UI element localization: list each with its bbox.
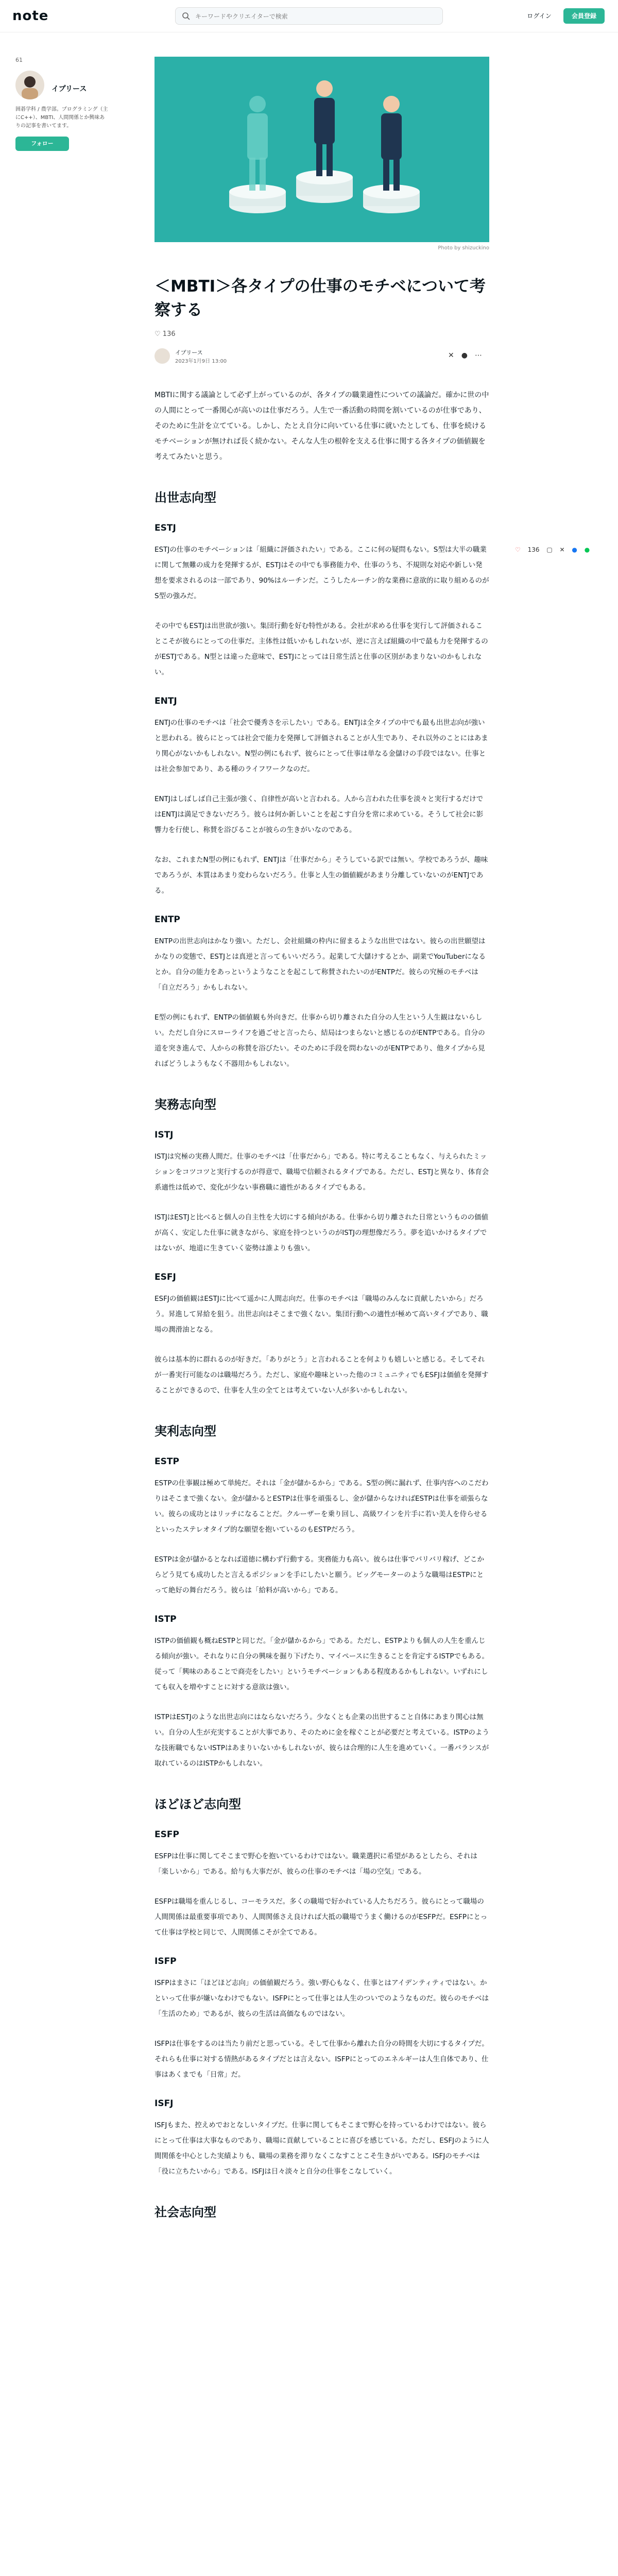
- follow-label: フォロー: [31, 140, 54, 147]
- author-sidebar: [15, 57, 108, 151]
- article-meta: [154, 346, 489, 367]
- body-paragraph: ISTPの価値観も概ねESTPと同じだ。「金が儲かるから」である。ただし、ESTPよりも個人の人生を重んじる傾向が強い。それなりに自分の興味を掘り下げたり、マイペースに生きることを肯定するISTPでもある。従って「興味のあることで商売をしたい」というモチベーションもある程度あるかもしれない。いずれにしても収入を増やすことに対する意欲は強い。: [154, 1637, 489, 1691]
- body-paragraph: E型の例にもれず、ENTPの価値観も外向きだ。仕事から切り離された自分の人生という人生観はないらしい。ただし自分にスローライフを過ごせと言ったら、結局はつまらないと感じるのがENTPである。自分の道を突き進んで、人からの称賛を浴びたい。そのために手段を問わないのがENTPであり、他タイプから見ればどうしようもなく不器用かもしれない。: [154, 1013, 485, 1068]
- section-heading: 実利志向型: [154, 1424, 216, 1438]
- signup-button[interactable]: 会員登録: [563, 8, 605, 24]
- body-paragraph: ESTJの仕事のモチベーションは「組織に評価されたい」である。ここに何の疑問もない。S型は大半の職業に関して無難の成力を発揮するが、ESTJはその中でも事務能力や、仕事のうち、不規則な対応や新しい発想を要求されるのは一部であり、90%はルーチンだ。こうしたルーチン的な業務に意欲的に取り組めるのがS型の強みだ。: [154, 546, 489, 600]
- section-heading: ほどほど志向型: [154, 1797, 241, 1811]
- type-heading: ISTP: [154, 1614, 177, 1624]
- follow-button[interactable]: [15, 137, 69, 151]
- author-description: 囲碁学科 / 農学部。プログラミング（主にC++）、MBTI、人間関係とか興味ありの記事を書いてます。: [15, 107, 108, 129]
- top-header: [0, 0, 618, 32]
- section-heading: 出世志向型: [154, 490, 216, 505]
- heart-icon[interactable]: ♡: [515, 546, 521, 553]
- facebook-icon[interactable]: ●: [461, 351, 475, 360]
- facebook-icon[interactable]: ●: [572, 546, 577, 553]
- body-paragraph: ISFPはまさに「ほどほど志向」の価値観だろう。強い野心もなく、仕事とはアイデンティティではない。かといって仕事が嫌いなわけでもない。ISFPにとって仕事とは人生のついでのようなものだ。彼らのモチベは「生活のため」であるが、彼らの生活は高価なものではない。: [154, 1979, 489, 2018]
- line-icon[interactable]: ●: [584, 546, 590, 553]
- avatar-illustration-icon: [15, 71, 44, 99]
- heart-icon[interactable]: ♡: [154, 330, 161, 338]
- body-paragraph: ISFJもまた、控えめでおとなしいタイプだ。仕事に関してもそこまで野心を持っているわけではない。彼らにとって仕事は大事なものであり、職場に貢献していることに喜びを感じている。ただし、ESFJのように人間関係を中心とした実績よりも、職場の業務を滞りなくこなすことこそ生きがいである。ISFJのモチベは「役に立ちたいから」である。ISFJは日々淡々と自分の仕事をこなしていく。: [154, 2121, 489, 2176]
- meta-author-name[interactable]: イプリース: [175, 349, 203, 356]
- type-heading: ENTP: [154, 914, 180, 925]
- body-paragraph: ISTPはESTJのような出世志向にはならないだろう。少なくとも企業の出世すること自体にあまり関心は無い。自分の人生が充実することが大事であり、そのために金を稼ぐことが必要だと考えている。ISTPのような技術職でもないISTPはあまりいないかもしれないが、彼らは合理的に人生を進めていく。一番バランスが取れているのはISTPかもしれない。: [154, 1713, 489, 1768]
- author-name[interactable]: イプリース: [52, 85, 87, 93]
- type-heading: ENTJ: [154, 696, 177, 706]
- article-count: 61: [15, 57, 23, 63]
- x-icon[interactable]: ✕: [448, 351, 461, 360]
- type-heading: ESTP: [154, 1456, 179, 1467]
- search-input[interactable]: [194, 11, 438, 22]
- type-heading: ISFJ: [154, 2098, 174, 2109]
- body-paragraph: ISTJはESTJと比べると個人の自主性を大切にする傾向がある。仕事から切り離された日常というものの価値が高く、安定した仕事に就きながら、家庭を持つというのがISTJの理想像だろう。夢を追いかけるタイプではないが、地道に生きていく姿勢は誰よりも強い。: [154, 1213, 489, 1252]
- type-heading: ESTJ: [154, 523, 176, 533]
- body-paragraph: ENTJはしばしば自己主張が強く、自律性が高いと言われる。人から言われた仕事を淡々と実行するだけではENTJは満足できないだろう。彼らは何か新しいことを起こす自分を常に求めている。そうして社会に影響力を行使し、称賛を浴びることが彼らの生きがいなのである。: [154, 795, 484, 834]
- section-heading: 社会志向型: [154, 2205, 216, 2219]
- body-paragraph: ESFPは職場を重んじるし、コーモラスだ。多くの職場で好かれている人たちだろう。彼らにとって職場の人間関係は最重要事項であり、人間関係さえ良ければ大抵の職場でうまく働けるのがESFPだ。ESFPにとって仕事は学校と同じで、人間関係こそが全てである。: [154, 1897, 488, 1937]
- hero-image: [154, 57, 489, 242]
- article-intro: MBTIに関する議論として必ず上がっているのが、各タイプの職業適性についての議論だ。確かに世の中の人間にとって一番関心が高いのは仕事だろう。人生で一番活動の時間を割いているのが仕事であり、そのために生計を立てている。しかし、たとえ自分に向いている仕事に就いたとしても、仕事を続けるモチベーションが無ければ長く続かない。そんな人生の根幹を支える仕事に関する各タイプの価値観を考えてみたいと思う。: [154, 391, 489, 461]
- body-paragraph: ESTPは金が儲かるとなれば道徳に構わず行動する。実務能力も高い。彼らは仕事でバリバリ稼げ、どこからどう見ても成功したと言えるポジションを手にしたいと願う。ビッグモーターのような職場はESTPにとって絶好の舞台だろう。彼らは「給料が高いから」である。: [154, 1555, 485, 1595]
- body-paragraph: なお、これまたN型の例にもれず、ENTJは「仕事だから」そうしている訳では無い。学校であろうが、趣味であろうが、本質はあまり変わらないだろう。仕事と人生の価値観があまり分離していないのがENTJである。: [154, 856, 488, 895]
- section-heading: 実務志向型: [154, 1097, 216, 1112]
- avatar[interactable]: [15, 71, 44, 99]
- photo-credit: Photo by shizuckino: [438, 245, 489, 251]
- body-paragraph: ENTJの仕事のモチベは「社会で優秀さを示したい」である。ENTJは全タイプの中でも最も出世志向が強いと思われる。彼らにとっては社会で能力を発揮して評価されることが人生であり、それ以外のことにはあまり関心がないかもしれない。N型の例にもれず、彼らにとって仕事は単なる金儲けの手段ではない。仕事とは社会参加であり、ある種のライフワークなのだ。: [154, 719, 488, 773]
- x-icon[interactable]: ✕: [559, 546, 565, 553]
- share-icons: [448, 351, 489, 360]
- body-paragraph: その中でもESTJは出世欲が強い。集団行動を好む特性がある。会社が求める仕事を実行して評価されることこそが彼らにとっての仕事だ。主体性は低いかもしれないが、逆に言えば組織の中で最も力を発揮するのがESTJである。N型とは違った意味で、ESTJにとっては日常生活と仕事の区別があまりないのかもしれない。: [154, 622, 488, 676]
- body-paragraph: ESTPの仕事観は極めて単純だ。それは「金が儲かるから」である。S型の例に漏れず、仕事内容へのこだわりはそこまで強くない。金が儲かるとESTPは仕事を頑張るし、金が儲からなければESTPは仕事を頑張らない。彼らの成功とはリッチになることだ。クルーザーを乗り回し、高級ワインを片手に若い美人を侍らせるといったステレオタイプ的な願望を抱いているのもESTPだろう。: [154, 1479, 489, 1534]
- article-main: [154, 57, 489, 2232]
- note-logo[interactable]: note: [12, 8, 49, 24]
- figures-illustration-icon: [154, 57, 489, 242]
- body-paragraph: ESFJの価値観はESTJに比べて遥かに人間志向だ。仕事のモチベは「職場のみんなに貢献したいから」だろう。昇進して昇給を狙う。出世志向はそこまで強くない。集団行動への適性が極めて高いタイプであり、職場の潤滑油となる。: [154, 1295, 488, 1334]
- type-heading: ESFJ: [154, 1272, 176, 1282]
- body-paragraph: 彼らは基本的に群れるのが好きだ。「ありがとう」と言われることを何よりも嬉しいと感じる。そしてそれが一番実行可能なのは職場だろう。ただし、家庭や趣味といった他のコミュニティでもESFJは価値を発揮することができるので、仕事を人生の全てとは考えていない人が多いかもしれない。: [154, 1355, 489, 1395]
- body-paragraph: ISTJは究極の実務人間だ。仕事のモチベは「仕事だから」である。特に考えることもなく、与えられたミッションをコツコツと実行するのが得意で、職場で信頼されるタイプである。ただし、ESTJと異なり、体育会系適性は低めで、変化が少ない事務職に適性があるタイプでもある。: [154, 1153, 489, 1192]
- article-title: ＜MBTI＞各タイプの仕事のモチベについて考察する: [154, 277, 486, 319]
- more-icon[interactable]: ⋯: [475, 351, 489, 360]
- type-heading: ISTJ: [154, 1130, 174, 1140]
- avatar[interactable]: [154, 348, 170, 364]
- floating-like-count: 136: [527, 546, 540, 553]
- like-count: 136: [162, 330, 176, 338]
- search-box[interactable]: [175, 7, 443, 25]
- publish-date: 2023年1月9日 13:00: [175, 359, 227, 364]
- type-heading: ESFP: [154, 1829, 179, 1840]
- floating-share-bar: [515, 546, 613, 562]
- type-heading: ISFP: [154, 1956, 177, 1967]
- login-button[interactable]: ログイン: [527, 12, 552, 20]
- body-paragraph: ESFPは仕事に関してそこまで野心を抱いているわけではない。職業選択に希望があるとしたら、それは「楽しいから」である。給与も大事だが、彼らの仕事のモチベは「場の空気」である。: [154, 1852, 478, 1876]
- body-paragraph: ENTPの出世志向はかなり強い。ただし、会社組織の枠内に留まるような出世ではない。彼らの出世願望はかなりの変態で、ESTJとは真逆と言ってもいいだろう。起業して大儲けするとか、副業でYouTuberになるとか。自分の能力をあっというようなことを起こして称賛されたいのがENTPだ。彼らの究極のモチベは「自立だろう」かもしれない。: [154, 937, 486, 992]
- body-paragraph: ISFPは仕事をするのは当たり前だと思っている。そして仕事から離れた自分の時間を大切にするタイプだ。それらも仕事に対する情熱があるタイプだとは言えない。ISFPにとってのエネルギーは人生自体であり、仕事はあくまでも「日常」だ。: [154, 2040, 489, 2079]
- search-icon: [182, 12, 190, 20]
- article-body: [154, 488, 489, 2222]
- comment-icon[interactable]: ▢: [546, 546, 553, 553]
- like-row: [154, 330, 489, 338]
